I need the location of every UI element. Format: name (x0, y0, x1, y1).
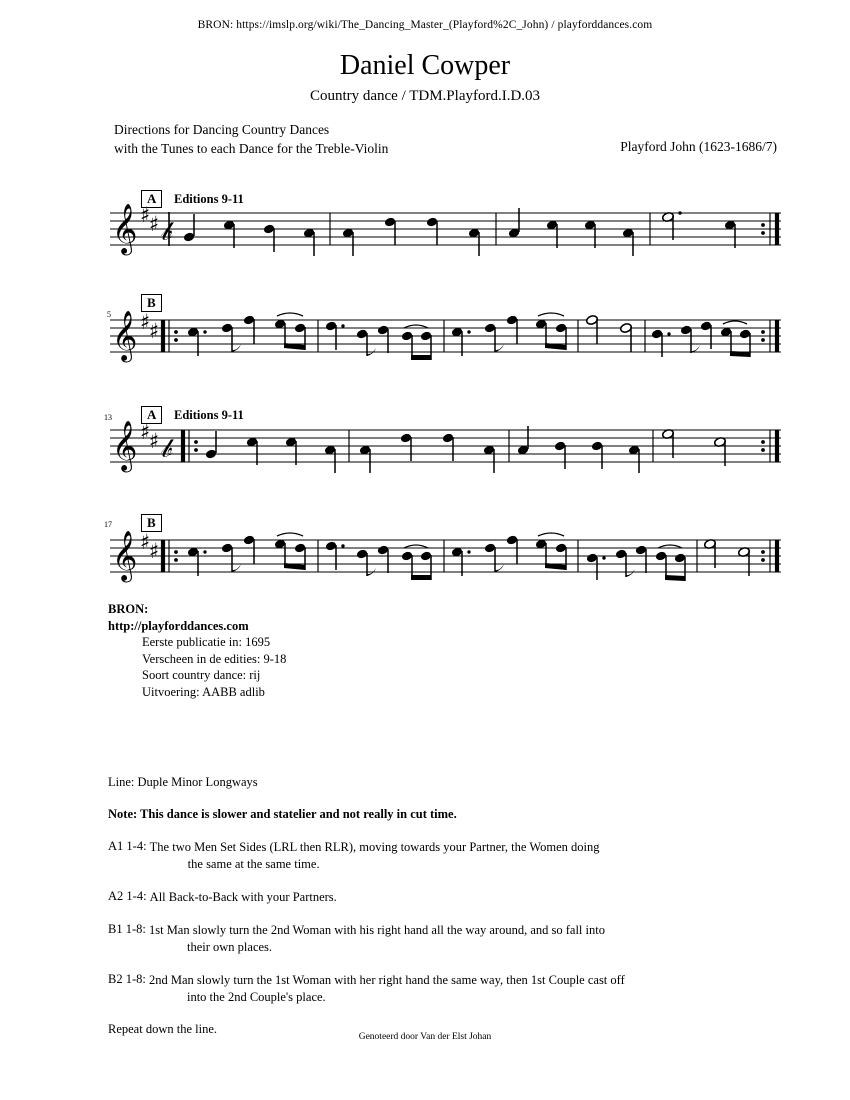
bron-url[interactable]: http://playforddances.com (108, 618, 249, 633)
measure-19 (451, 533, 567, 576)
figure-b1-main: 1st Man slowly turn the 2nd Woman with his right hand all the way around, and so fall into (148, 923, 605, 937)
measure-8 (586, 314, 633, 352)
svg-text:♯: ♯ (149, 539, 160, 563)
end-repeat-barline-1 (761, 213, 777, 245)
end-repeat-barline-2 (761, 320, 777, 352)
measure-9 (651, 321, 751, 357)
treble-clef-icon: 𝄞 (112, 421, 138, 471)
svg-text:𝒷: 𝒷 (161, 434, 173, 464)
figure-a1-main: The two Men Set Sides (LRL then RLR), moving towards your Partner, the Women doing (149, 840, 600, 854)
measure-5 (187, 313, 306, 356)
measure-13 (205, 431, 336, 473)
source-line: BRON: https://imslp.org/wiki/The_Dancing_Master_(Playford%2C_John) / playforddances.com (197, 19, 653, 31)
measure-7 (451, 313, 567, 356)
rehearsal-mark-b2: B (141, 514, 162, 532)
rehearsal-label-a1: Editions 9-11 (174, 192, 244, 206)
measure-2 (342, 217, 480, 256)
header-composer: Playford John (1623-1686/7) (620, 139, 777, 154)
bron-block (108, 601, 286, 700)
svg-text:♯: ♯ (140, 420, 151, 444)
page-title: Daniel Cowper (339, 50, 511, 81)
figure-b2-main: 2nd Man slowly turn the 1st Woman with her right hand the same way, then 1st Couple cast off (148, 973, 625, 987)
figure-a2 (108, 889, 728, 906)
figure-b2-cont: into the 2nd Couple's place. (186, 990, 326, 1004)
figure-a1 (108, 839, 728, 873)
start-repeat-barline-2 (163, 320, 178, 352)
header-left-line1: Directions for Dancing Country Dances (114, 122, 330, 137)
measure-14 (359, 433, 495, 473)
measure-17 (187, 533, 306, 576)
rehearsal-mark-a2: A (141, 406, 162, 424)
figure-b2-text (149, 972, 728, 1006)
figure-a1-text (150, 839, 728, 873)
measure-6 (325, 321, 432, 360)
figure-a1-cont: the same at the same time. (187, 857, 320, 871)
measure-16 (662, 428, 727, 466)
measure-18 (325, 541, 432, 580)
figure-b1-tag: B1 1-8: (108, 922, 149, 936)
svg-text:♯: ♯ (149, 212, 160, 236)
rehearsal-mark-a1: A (141, 190, 162, 208)
svg-text:♯: ♯ (140, 310, 151, 334)
dance-line: Line: Duple Minor Longways (108, 775, 258, 789)
rehearsal-label-a2: Editions 9-11 (174, 408, 244, 422)
dance-note: Note: This dance is slower and statelier and not really in cut time. (108, 807, 457, 821)
figure-b1 (108, 922, 728, 956)
measure-4 (662, 211, 737, 248)
end-repeat-barline-4 (761, 540, 777, 572)
svg-text:♯: ♯ (149, 319, 160, 343)
svg-text:𝒷: 𝒷 (161, 217, 173, 247)
figure-b1-cont: their own places. (186, 940, 273, 954)
figure-b2-tag: B2 1-8: (108, 972, 149, 986)
measure-1 (183, 214, 315, 256)
dance-notes-block (108, 775, 728, 1037)
treble-clef-icon: 𝄞 (112, 204, 138, 254)
figure-a1-tag: A1 1-4: (108, 839, 150, 853)
figure-b1-text (149, 922, 728, 956)
header-left-line2: with the Tunes to each Dance for the Treble-Violin (114, 141, 389, 156)
page-subtitle: Country dance / TDM.Playford.I.D.03 (309, 88, 541, 104)
measure-21 (704, 538, 751, 576)
bron-dance-type: Soort country dance: rij (142, 668, 261, 682)
start-repeat-barline-3 (183, 430, 198, 462)
svg-text:♯: ♯ (140, 530, 151, 554)
header-left (114, 120, 388, 158)
rehearsal-mark-b1: B (141, 294, 162, 312)
measure-20 (586, 545, 686, 581)
figure-a2-main: All Back-to-Back with your Partners. (149, 890, 337, 904)
svg-text:♯: ♯ (149, 429, 160, 453)
measure-number-5: 5 (107, 310, 111, 319)
bron-performance: Uitvoering: AABB adlib (142, 684, 265, 699)
end-repeat-barline-3 (761, 430, 777, 462)
figure-a2-text (150, 889, 728, 906)
start-repeat-barline-4 (163, 540, 178, 572)
measure-3 (508, 208, 634, 256)
measure-number-17: 17 (104, 520, 112, 529)
svg-text:♯: ♯ (140, 203, 151, 227)
figure-a2-tag: A2 1-4: (108, 889, 150, 903)
bron-label: BRON: (108, 602, 149, 616)
figure-b2 (108, 972, 728, 1006)
bron-editions: Verscheen in de edities: 9-18 (142, 651, 287, 666)
repeat-instruction: Repeat down the line. (108, 1022, 217, 1036)
measure-15 (517, 426, 640, 473)
page-footer: Genoteerd door Van der Elst Johan (358, 1032, 492, 1042)
bron-first-publication: Eerste publicatie in: 1695 (142, 635, 271, 649)
treble-clef-icon: 𝄞 (112, 311, 138, 361)
measure-number-13: 13 (104, 413, 112, 422)
treble-clef-icon: 𝄞 (112, 531, 138, 581)
